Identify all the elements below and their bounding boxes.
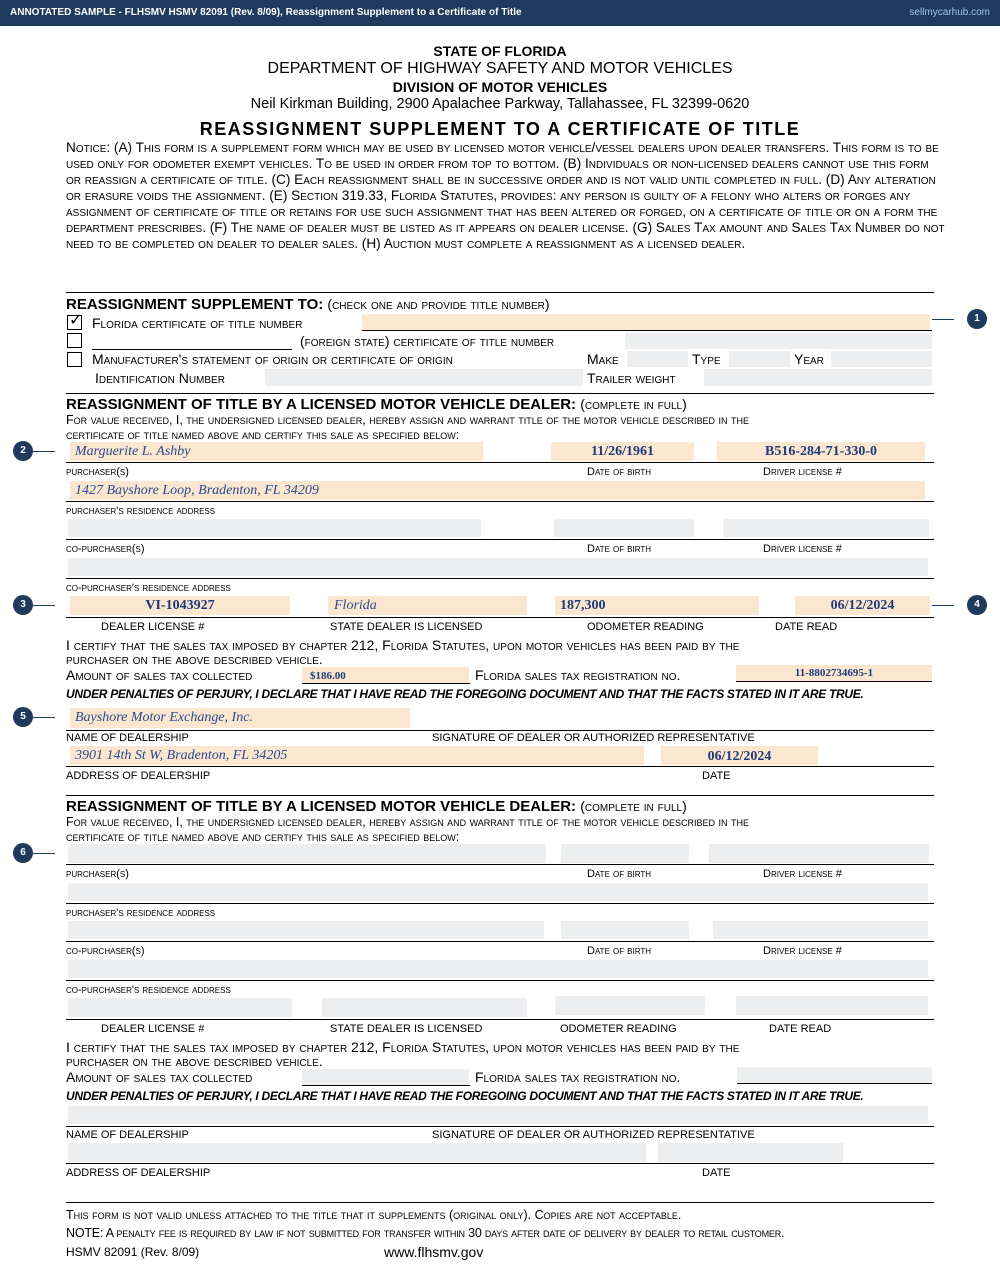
underline [736, 681, 932, 682]
tax-reg-label: Florida sales tax registration no. [475, 667, 681, 683]
purchaser-2-address-field[interactable] [68, 883, 928, 901]
marker-line [33, 853, 55, 854]
date-read-2-field[interactable] [736, 996, 928, 1015]
dob-label: Date of birth [587, 868, 651, 880]
certify-text-1: I certify that the sales tax imposed by chapter 212, Florida Statutes, upon motor vehicles has been paid by the [66, 1039, 740, 1055]
divider [66, 578, 934, 579]
sales-tax-label: Amount of sales tax collected [66, 1069, 253, 1085]
odometer-label: ODOMETER READING [560, 1023, 677, 1035]
divider [66, 1126, 934, 1127]
dealership-address-2-field[interactable] [68, 1143, 646, 1162]
type-field[interactable] [729, 351, 790, 367]
annotation-marker-4[interactable]: 4 [967, 595, 987, 615]
co-purchaser-2-field[interactable] [68, 921, 544, 939]
dealership-name-field[interactable]: Bayshore Motor Exchange, Inc. [70, 708, 410, 728]
perjury-statement: UNDER PENALTIES OF PERJURY, I DECLARE THAT I HAVE READ THE FOREGOING DOCUMENT AND THAT THE FACTS STATED IN IT ARE TRUE. [66, 1089, 864, 1103]
type-label: Type [692, 351, 721, 367]
certify-text-2: purchaser on the above described vehicle. [66, 1053, 323, 1069]
reassignment-2-text-2: certificate of title named above and certify this sale as specified below: [66, 830, 460, 844]
state-licensed-label: STATE DEALER IS LICENSED [330, 1023, 483, 1035]
divider [66, 617, 934, 618]
underline [362, 330, 932, 331]
co-purchaser-address-field[interactable] [68, 558, 928, 576]
date-label: DATE [702, 770, 731, 782]
mso-option-label: Manufacturer's statement of origin or certificate of origin [92, 351, 453, 367]
dealer-license-2-field[interactable] [68, 998, 292, 1017]
date-label: DATE [702, 1167, 731, 1179]
reassignment-1-heading-note: (complete in full) [580, 396, 687, 412]
sales-tax-field[interactable]: $186.00 [302, 667, 469, 683]
annotation-marker-5[interactable]: 5 [13, 707, 33, 727]
supplement-heading [66, 296, 550, 313]
division-heading: DIVISION OF MOTOR VEHICLES [392, 79, 608, 95]
co-purchaser-address-label: co-purchaser's residence address [66, 582, 231, 594]
marker-line [932, 319, 954, 320]
odometer-field[interactable]: 187,300 [555, 596, 759, 615]
divider [66, 730, 934, 731]
dl-label: Driver license # [763, 868, 842, 880]
dealership-address-field[interactable]: 3901 14th St W, Bradenton, FL 34205 [70, 746, 644, 765]
tax-reg-label: Florida sales tax registration no. [475, 1069, 681, 1085]
co-purchaser-dl-field[interactable] [723, 519, 929, 537]
perjury-statement: UNDER PENALTIES OF PERJURY, I DECLARE THAT I HAVE READ THE FOREGOING DOCUMENT AND THAT THE FACTS STATED IN IT ARE TRUE. [66, 687, 864, 701]
dealership-date-field[interactable]: 06/12/2024 [661, 746, 818, 765]
year-field[interactable] [831, 351, 932, 367]
make-field[interactable] [627, 351, 688, 367]
banner-title: ANNOTATED SAMPLE - FLHSMV HSMV 82091 (Rev. 8/09), Reassignment Supplement to a Certificate of Title [10, 7, 522, 18]
dl-label: Driver license # [763, 466, 842, 478]
dealer-license-label: DEALER LICENSE # [101, 1023, 205, 1035]
florida-title-number-field[interactable] [362, 314, 930, 330]
footer-validity-note: This form is not valid unless attached to the title that it supplements (original only). Copies are not acceptable. [66, 1208, 682, 1222]
supplement-heading-note: (check one and provide title number) [327, 296, 550, 312]
dealership-address-label: ADDRESS OF DEALERSHIP [66, 770, 211, 782]
foreign-state-line [92, 349, 292, 350]
divider [66, 941, 934, 942]
state-heading: STATE OF FLORIDA [433, 43, 567, 59]
state-licensed-label: STATE DEALER IS LICENSED [330, 621, 483, 633]
purchaser-field[interactable]: Marguerite L. Ashby [70, 442, 483, 461]
co-purchaser-dob-field[interactable] [554, 519, 694, 537]
footer-penalty-note: NOTE: A penalty fee is required by law if not submitted for transfer within 30 days after date of delivery by dealer to retail customer. [66, 1226, 785, 1240]
annotation-marker-1[interactable]: 1 [967, 309, 987, 329]
co-purchaser-label: co-purchaser(s) [66, 945, 145, 957]
date-read-label: DATE READ [769, 1023, 832, 1035]
dob-label: Date of birth [587, 466, 651, 478]
state-licensed-field[interactable]: Florida [328, 596, 527, 615]
reassignment-2-heading-note: (complete in full) [580, 798, 687, 814]
form-id: HSMV 82091 (Rev. 8/09) [66, 1245, 200, 1259]
dob-label: Date of birth [587, 543, 651, 555]
make-label: Make [587, 351, 619, 367]
divider [66, 795, 934, 796]
dob-label: Date of birth [587, 945, 651, 957]
annotation-banner [0, 0, 1000, 26]
underline [302, 683, 470, 684]
divider [66, 539, 934, 540]
divider [66, 462, 934, 463]
purchaser-2-dob-field[interactable] [561, 844, 689, 863]
trailer-weight-label: Trailer weight [587, 370, 676, 386]
date-read-field[interactable]: 06/12/2024 [795, 596, 930, 615]
banner-site-link[interactable]: sellmycarhub.com [909, 7, 990, 18]
foreign-title-option-label: (foreign state) certificate of title number [300, 333, 555, 349]
dl-label: Driver license # [763, 945, 842, 957]
reassignment-2-text-1: For value received, I, the undersigned licensed dealer, hereby assign and warrant title of the motor vehicle described in the [66, 815, 749, 829]
certify-text-2: purchaser on the above described vehicle. [66, 651, 323, 667]
marker-line [932, 605, 954, 606]
dealer-license-field[interactable]: VI-1043927 [70, 596, 290, 615]
marker-line [33, 605, 55, 606]
divider [66, 393, 934, 394]
purchaser-address-label: purchaser's residence address [66, 505, 216, 517]
certify-text-1: I certify that the sales tax imposed by chapter 212, Florida Statutes, upon motor vehicles has been paid by the [66, 637, 740, 653]
purchaser-label: purchaser(s) [66, 868, 129, 880]
annotation-marker-2[interactable]: 2 [13, 441, 33, 461]
trailer-weight-field[interactable] [704, 369, 932, 386]
tax-reg-2-field[interactable] [737, 1067, 932, 1083]
divider [66, 292, 934, 293]
divider [66, 980, 934, 981]
reassignment-1-heading [66, 396, 687, 413]
dealership-name-2-field[interactable] [68, 1106, 928, 1124]
foreign-title-checkbox[interactable] [67, 333, 82, 348]
florida-title-checkbox[interactable] [67, 312, 83, 330]
sales-tax-label: Amount of sales tax collected [66, 667, 253, 683]
purchaser-address-label: purchaser's residence address [66, 907, 216, 919]
annotation-marker-3[interactable]: 3 [13, 595, 33, 615]
state-licensed-2-field[interactable] [322, 998, 527, 1017]
co-purchaser-2-address-field[interactable] [68, 960, 928, 978]
marker-line [33, 451, 55, 452]
reassignment-2-heading-text: REASSIGNMENT OF TITLE BY A LICENSED MOTOR VEHICLE DEALER: [66, 798, 577, 815]
odometer-2-field[interactable] [555, 996, 705, 1015]
dealership-address-label: ADDRESS OF DEALERSHIP [66, 1167, 211, 1179]
department-heading: DEPARTMENT OF HIGHWAY SAFETY AND MOTOR VEHICLES [267, 60, 733, 77]
odometer-label: ODOMETER READING [587, 621, 704, 633]
id-number-label: Identification Number [95, 370, 225, 386]
annotation-marker-6[interactable]: 6 [13, 843, 33, 863]
reassignment-1-text-1: For value received, I, the undersigned licensed dealer, hereby assign and warrant title of the motor vehicle described in the [66, 413, 749, 427]
marker-line [33, 717, 55, 718]
co-purchaser-label: co-purchaser(s) [66, 543, 145, 555]
dl-label: Driver license # [763, 543, 842, 555]
notice-text: Notice: (A) This form is a supplement form which may be used by licensed motor vehicle/vessel dealers upon dealer transfers. This form is to be used only for odometer exempt vehicles. To be used in order from top to bottom. (B) Individuals or non-licensed dealers cannot use this form or reassign a certificate of title. (C) Each reassignment shall be in successive order and is not valid until completed in full. (D) Any alteration or erasure voids the assignment. (E) Section 319.33, Florida Statutes, provides: any person is guilty of a felony who alters or forges any assignment of certificate of title or retains for use such assignment that has been altered or forged, on a certificate of title or on a form the department prescribes. (F) The name of dealer must be listed as it appears on dealer license. (G) Sales Tax amount and Sales Tax Number do not need to be completed on dealer to dealer sales. (H) Auction must complete a reassignment as a licensed dealer. [66, 140, 945, 251]
co-purchaser-2-dl-field[interactable] [713, 921, 928, 939]
website-link[interactable]: www.flhsmv.gov [384, 1244, 484, 1260]
reassignment-1-heading-text: REASSIGNMENT OF TITLE BY A LICENSED MOTOR VEHICLE DEALER: [66, 396, 577, 413]
divider [66, 903, 934, 904]
purchaser-label: purchaser(s) [66, 466, 129, 478]
purchaser-2-field[interactable] [68, 844, 546, 863]
dealership-name-label: NAME OF DEALERSHIP [66, 732, 189, 744]
tax-reg-field[interactable]: 11-8802734695-1 [736, 665, 932, 681]
co-purchaser-field[interactable] [68, 519, 481, 537]
sales-tax-2-field[interactable] [302, 1069, 469, 1085]
foreign-title-number-field[interactable] [625, 333, 932, 349]
purchaser-dob-field[interactable]: 11/26/1961 [551, 442, 694, 461]
purchaser-dl-field[interactable]: B516-284-71-330-0 [717, 442, 925, 461]
divider [66, 1202, 934, 1203]
signature-label: SIGNATURE OF DEALER OR AUTHORIZED REPRESENTATIVE [432, 1129, 755, 1141]
check-mark-icon: ✓ [69, 312, 83, 329]
purchaser-address-field[interactable]: 1427 Bayshore Loop, Bradenton, FL 34209 [70, 481, 925, 500]
florida-title-option-label: Florida certificate of title number [92, 315, 303, 331]
divider [66, 1163, 934, 1164]
reassignment-2-heading [66, 798, 687, 815]
supplement-heading-text: REASSIGNMENT SUPPLEMENT TO: [66, 296, 324, 313]
dealership-date-2-field[interactable] [658, 1143, 843, 1162]
signature-label: SIGNATURE OF DEALER OR AUTHORIZED REPRESENTATIVE [432, 732, 755, 744]
reassignment-1-text-2: certificate of title named above and certify this sale as specified below: [66, 428, 460, 442]
divider [66, 1019, 934, 1020]
form-title: REASSIGNMENT SUPPLEMENT TO A CERTIFICATE OF TITLE [199, 119, 801, 139]
divider [66, 766, 934, 767]
year-label: Year [794, 351, 824, 367]
underline [302, 1085, 470, 1086]
id-number-field[interactable] [265, 369, 583, 386]
divider [66, 864, 934, 865]
mso-checkbox[interactable] [67, 352, 82, 367]
purchaser-2-dl-field[interactable] [709, 844, 929, 863]
co-purchaser-address-label: co-purchaser's residence address [66, 984, 231, 996]
dealership-name-label: NAME OF DEALERSHIP [66, 1129, 189, 1141]
date-read-label: DATE READ [775, 621, 838, 633]
divider [66, 501, 934, 502]
co-purchaser-2-dob-field[interactable] [561, 921, 689, 939]
dealer-license-label: DEALER LICENSE # [101, 621, 205, 633]
underline [737, 1083, 932, 1084]
agency-address: Neil Kirkman Building, 2900 Apalachee Parkway, Tallahassee, FL 32399-0620 [250, 96, 750, 112]
